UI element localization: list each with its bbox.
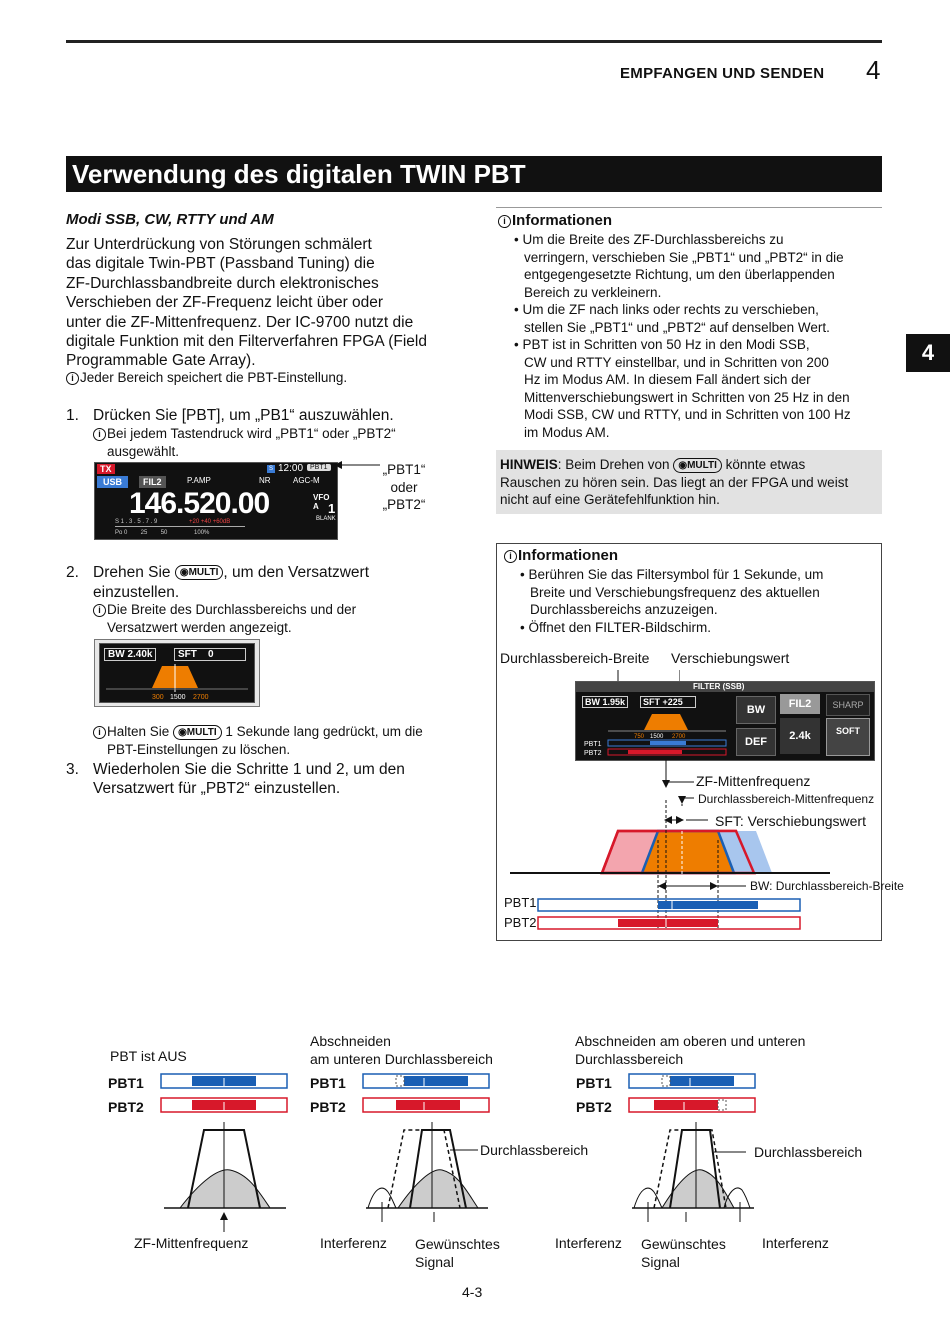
hinweis-text: : Beim Drehen von — [557, 457, 670, 472]
note-text: Die Breite des Durchlassbereichs und der — [107, 602, 357, 617]
intro-line: unter die ZF-Mittenfrequenz. Der IC-9700 nutzt die — [66, 313, 414, 331]
s-meter-plus: +20 +40 +60dB — [189, 519, 231, 525]
intro-line: Verschieben der ZF-Frequenz leicht über oder — [66, 294, 384, 312]
intro-line: ZF-Durchlassbandbreite durch elektronisches — [66, 274, 379, 292]
list-line: • Um die Breite des ZF-Durchlassbereichs zu — [514, 232, 784, 247]
title-line: Abschneiden — [310, 1033, 391, 1049]
label-bw: BW: Durchlassbereich-Breite — [750, 879, 904, 893]
bw-readout — [104, 648, 156, 661]
label-line: Gewünschtes — [641, 1236, 726, 1252]
step2-post: , um den Versatzwert — [223, 564, 369, 581]
panel3-interferenz-right-label: Interferenz — [762, 1235, 829, 1251]
pbt1-bar-fill — [650, 741, 686, 745]
callout-pbt — [378, 461, 430, 514]
title-line: Abschneiden am oberen und unteren — [575, 1033, 806, 1049]
pbt2-bar-fill — [618, 919, 718, 927]
bw-value: 2.40k — [127, 649, 153, 660]
intro-paragraph — [66, 235, 466, 371]
multi-label: MULTI — [687, 459, 717, 471]
pbt1-bar-fill — [658, 901, 758, 909]
info-icon: i — [93, 726, 106, 739]
sft-value: +225 — [662, 697, 683, 707]
info-rule — [496, 207, 882, 208]
label-line: Gewünschtes — [415, 1236, 500, 1252]
list-line: Durchlassbereichs anzuzeigen. — [530, 602, 718, 617]
pbt2-label: PBT2 — [584, 750, 602, 757]
panel3-title — [575, 1032, 805, 1068]
filter-graphic — [576, 708, 732, 760]
label-sft: SFT: Verschiebungswert — [715, 813, 866, 829]
panel2-title — [310, 1032, 493, 1068]
list-line: • Berühren Sie das Filtersymbol für 1 Sekunde, um — [520, 567, 824, 582]
multi-dial-icon: ◉MULTI — [173, 725, 222, 740]
passband-graphic — [100, 662, 254, 702]
list-line: entgegengesetzte Richtung, um den überlappenden — [524, 267, 835, 282]
scale-label: 2700 — [193, 694, 209, 701]
info1-title — [498, 212, 612, 229]
list-line: • PBT ist in Schritten von 50 Hz in den Modi SSB, — [514, 337, 810, 352]
sft-readout — [640, 696, 696, 708]
bw-label: BW — [108, 649, 125, 660]
section-title: EMPFANGEN UND SENDEN — [620, 65, 825, 82]
overlap-passband — [642, 831, 734, 873]
panel1-graphic — [160, 1072, 290, 1222]
list-line: Modi SSB, CW und RTTY, und in Schritten von 100 Hz — [524, 407, 851, 422]
info-icon: i — [504, 550, 517, 563]
filter-width-value: 2.4k — [780, 718, 820, 754]
page-title: Verwendung des digitalen TWIN PBT — [66, 156, 882, 192]
diagram-pbt1-label: PBT1 — [504, 895, 537, 910]
intro-line: das digitale Twin-PBT (Passband Tuning) die — [66, 255, 375, 273]
list-line: im Modus AM. — [524, 424, 610, 440]
sft-value: 0 — [208, 649, 214, 660]
vfo-channel: 1 — [328, 501, 336, 516]
panel2-pbt1-label: PBT1 — [310, 1075, 346, 1091]
note-text: Versatzwert werden angezeigt. — [107, 619, 292, 635]
panel3-pbt2-label: PBT2 — [576, 1099, 612, 1115]
list-line: • Öffnet den FILTER-Bildschirm. — [520, 619, 712, 635]
bw-readout — [582, 696, 628, 708]
bw-label: BW — [585, 697, 600, 707]
step1-number: 1. — [66, 407, 79, 424]
info-icon: i — [66, 372, 79, 385]
hinweis-box — [496, 450, 882, 514]
list-line: • Um die ZF nach links oder rechts zu verschieben, — [514, 302, 819, 317]
page-number: 4-3 — [462, 1284, 483, 1300]
hinweis-text: nicht auf eine Gerätefehlfunktion hin. — [500, 492, 720, 507]
filter-def-button[interactable]: DEF — [736, 728, 776, 756]
mode-usb: USB — [97, 476, 128, 488]
list-line: stellen Sie „PBT1“ und „PBT2“ auf denselben Wert. — [524, 319, 830, 335]
list-item — [514, 336, 884, 441]
note-clear-pbt — [93, 723, 423, 758]
info-icon: i — [93, 428, 106, 441]
hinweis-text: könnte etwas — [721, 457, 806, 472]
pbt1-label: PBT1 — [584, 741, 602, 748]
callout-arrow — [332, 458, 382, 472]
info-title-text: Informationen — [518, 547, 618, 564]
list-item — [520, 566, 880, 619]
lcd-bw-frame — [94, 639, 260, 707]
diagram-pbt2-label: PBT2 — [504, 915, 537, 930]
step2-note — [93, 601, 356, 636]
vfo-indicator: VFO A — [313, 493, 330, 511]
s-meter-scale: S 1 . 3 . 5 . 7 . 9 — [115, 519, 158, 525]
multi-label: MULTI — [188, 567, 219, 579]
list-line: CW und RTTY einstellbar, und in Schritten von 200 — [524, 354, 829, 370]
pbt-indicator: PBT1 — [307, 464, 331, 471]
scale-label: 750 — [634, 734, 645, 740]
panel1-pbt2-label: PBT2 — [108, 1099, 144, 1115]
filter-title: FILTER (SSB) — [693, 682, 745, 691]
sft-label: SFT — [178, 649, 197, 660]
panel2-graphic — [362, 1072, 492, 1222]
callout-line: „PBT2“ — [382, 497, 426, 512]
panel3-graphic — [628, 1072, 758, 1222]
info1-list — [514, 231, 884, 441]
passband-shape — [644, 714, 688, 730]
scale-label: 300 — [152, 694, 164, 701]
panel2-passband-label: Durchlassbereich — [480, 1142, 589, 1158]
multi-dial-icon: ◉MULTI — [175, 565, 224, 580]
note-text: Halten Sie — [107, 724, 170, 739]
panel2-wanted-label — [415, 1235, 500, 1271]
zf-center-arrow — [220, 1212, 230, 1232]
multi-label: MULTI — [186, 726, 217, 738]
frequency-display: 146.520.00 — [129, 487, 270, 520]
pbt-shift-diagram — [496, 760, 882, 940]
filter-sharp-button[interactable]: SHARP — [826, 694, 870, 716]
label-shift-value: Verschiebungswert — [671, 650, 790, 666]
callout-line: „PBT1“ — [382, 462, 426, 477]
list-line: Bereich zu verkleinern. — [524, 284, 662, 300]
label-passband-center: Durchlassbereich-Mittenfrequenz — [698, 792, 875, 806]
list-line: verringern, verschieben Sie „PBT1“ und „PBT2“ in die — [524, 249, 844, 265]
step2-pre: Drehen Sie — [93, 564, 171, 581]
list-item — [514, 231, 884, 301]
agc-indicator: AGC-M — [293, 476, 320, 485]
label-zf-center: ZF-Mittenfrequenz — [696, 773, 811, 789]
title-line: Durchlassbereich — [575, 1051, 684, 1067]
chapter-side-tab: 4 — [906, 334, 950, 372]
sub-icon: S — [268, 466, 273, 472]
step2-text — [93, 563, 369, 582]
header-rule — [66, 40, 882, 43]
list-line: Breite und Verschiebungsfrequenz des aktuellen — [530, 584, 820, 600]
note-text: 1 Sekunde lang gedrückt, um die — [221, 724, 423, 739]
note-text: Bei jedem Tastendruck wird „PBT1“ oder „PBT2“ — [107, 426, 396, 441]
note-text: ausgewählt. — [107, 443, 180, 459]
meter-line — [115, 526, 245, 527]
list-item — [514, 301, 884, 336]
panel1-pbt1-label: PBT1 — [108, 1075, 144, 1091]
step3-line: Versatzwert für „PBT2“ einzustellen. — [93, 780, 341, 798]
scale-label: 2700 — [672, 734, 686, 740]
hinweis-text: Rauschen zu hören sein. Das liegt an der FPGA und weist — [500, 474, 849, 490]
hinweis-label: HINWEIS — [500, 457, 558, 472]
scale-label: 1500 — [650, 734, 664, 740]
note-text: Jeder Bereich speichert die PBT-Einstellung. — [80, 370, 348, 385]
step2-number: 2. — [66, 564, 79, 581]
filter-fil2-button[interactable]: FIL2 — [780, 694, 820, 714]
blank-indicator: BLANK — [316, 516, 336, 522]
po-meter-scale: Po 0 25 50 100% — [115, 530, 210, 536]
pbt2-bar-fill — [628, 750, 682, 754]
note-text: PBT-Einstellungen zu löschen. — [107, 741, 291, 757]
filter-soft-button[interactable]: SOFT — [826, 718, 870, 756]
zf-center-label: ZF-Mittenfrequenz — [134, 1235, 249, 1251]
label-line: Signal — [415, 1254, 454, 1270]
panel3-passband-label: Durchlassbereich — [754, 1144, 863, 1160]
info-icon: i — [498, 215, 511, 228]
title-line: am unteren Durchlassbereich — [310, 1051, 493, 1067]
pamp-indicator: P.AMP — [187, 476, 211, 485]
step1-note — [93, 425, 396, 460]
filter-bw-button[interactable]: BW — [736, 696, 776, 724]
lcd-filter-screen — [575, 681, 875, 761]
step3-text — [93, 760, 405, 799]
step2-text-line2: einzustellen. — [93, 584, 180, 601]
intro-line: digitale Funktion mit den Filterverfahren FPGA (Field — [66, 333, 427, 351]
bw-value: 1.95k — [602, 697, 626, 707]
step3-line: Wiederholen Sie die Schritte 1 und 2, um den — [93, 761, 405, 778]
nr-indicator: NR — [259, 476, 271, 485]
panel3-wanted-label — [641, 1235, 726, 1271]
info-title-text: Informationen — [512, 212, 612, 229]
lcd-main-screen — [94, 462, 338, 540]
info-icon: i — [93, 604, 106, 617]
label-passband-width: Durchlassbereich-Breite — [500, 650, 650, 666]
sft-readout — [174, 648, 246, 661]
list-line: Mittenverschiebungswert in Schritten von 25 Hz in den — [524, 389, 850, 405]
info2-list — [520, 566, 880, 636]
intro-line: Programmable Gate Array). — [66, 352, 256, 370]
list-line: Hz im Modus AM. In diesem Fall ändert sich der — [524, 372, 811, 387]
panel2-interferenz-label: Interferenz — [320, 1235, 387, 1251]
lcd-bw-screen — [99, 643, 255, 703]
panel3-interferenz-left-label: Interferenz — [555, 1235, 622, 1251]
panel1-title: PBT ist AUS — [110, 1048, 187, 1064]
subheading: Modi SSB, CW, RTTY und AM — [66, 211, 274, 228]
tx-indicator: TX — [97, 464, 115, 474]
panel2-pbt2-label: PBT2 — [310, 1099, 346, 1115]
scale-label: 1500 — [170, 694, 186, 701]
sft-label: SFT — [643, 697, 660, 707]
step1-text: Drücken Sie [PBT], um „PB1“ auszuwählen. — [93, 407, 394, 424]
label-line: Signal — [641, 1254, 680, 1270]
panel3-pbt1-label: PBT1 — [576, 1075, 612, 1091]
intro-line: Zur Unterdrückung von Störungen schmälert — [66, 236, 372, 253]
multi-dial-icon: ◉MULTI — [673, 458, 722, 473]
callout-line: oder — [390, 479, 418, 495]
info2-title — [504, 547, 618, 564]
note-pbt-memory — [66, 369, 347, 387]
filter-fil2: FIL2 — [139, 476, 166, 488]
step3-number: 3. — [66, 761, 79, 778]
clock: 12:00 — [278, 463, 304, 474]
chapter-number: 4 — [866, 55, 881, 85]
list-item — [520, 619, 880, 637]
